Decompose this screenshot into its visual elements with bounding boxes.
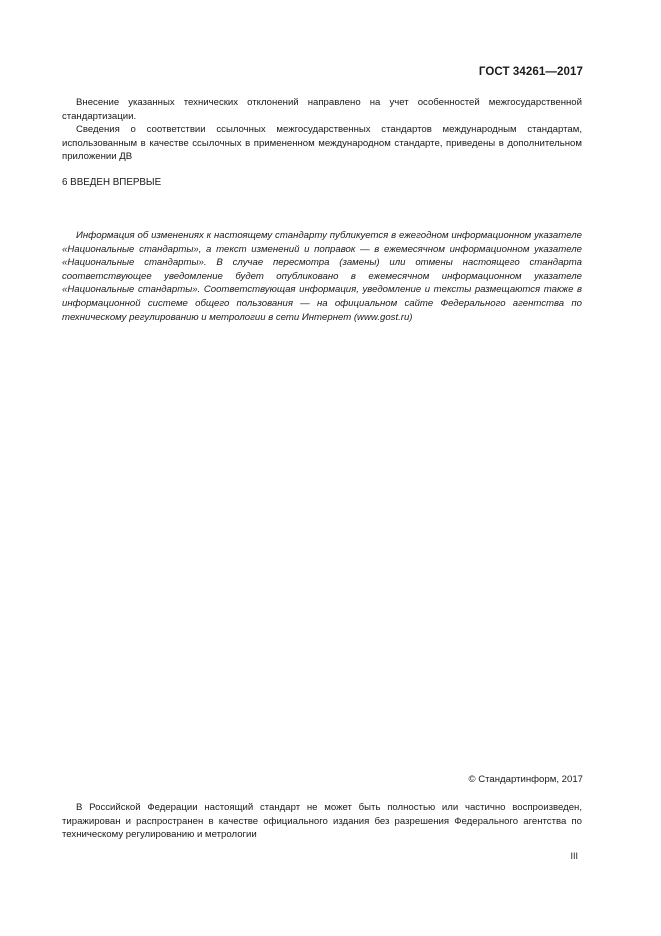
page-number: III: [570, 851, 578, 861]
rights-text: В Российской Федерации настоящий стандарт не может быть полностью или частично воспроизведен, тиражирован и распространен в качестве официального издания без разрешения Федерального агентства по техническому регулированию и метрологии: [62, 802, 582, 841]
intro-paragraph-references: Сведения о соответствии ссылочных межгосударственных стандартов международным стандартам, использованным в качестве ссылочных в примененном международном стандарте, приведены в дополнительном приложении ДВ: [62, 124, 582, 163]
copyright-line: © Стандартинформ, 2017: [468, 774, 583, 785]
rights-section: [62, 801, 582, 842]
info-notice-section: [62, 229, 582, 324]
item-6-section: [62, 176, 582, 190]
intro-section: [62, 96, 582, 164]
item-6-text: 6 ВВЕДЕН ВПЕРВЫЕ: [62, 177, 162, 188]
info-notice-text: Информация об изменениях к настоящему стандарту публикуется в ежегодном информационном указателе «Национальные стандарты», а текст изменений и поправок — в ежемесячном информационном указателе «Национальные стандарты». В случае пересмотра (замены) или отмены настоящего стандарта соответствующее уведомление будет опубликовано в ежемесячном информационном указателе «Национальные стандарты». Соответствующая информация, уведомление и тексты размещаются также в информационной системе общего пользования — на официальном сайте Федерального агентства по техническому регулированию и метрологии в сети Интернет (www.gost.ru): [62, 230, 582, 323]
intro-paragraph-deviations: Внесение указанных технических отклонений направлено на учет особенностей межгосударственной стандартизации.: [62, 97, 582, 122]
standard-id-header: ГОСТ 34261—2017: [478, 66, 583, 78]
